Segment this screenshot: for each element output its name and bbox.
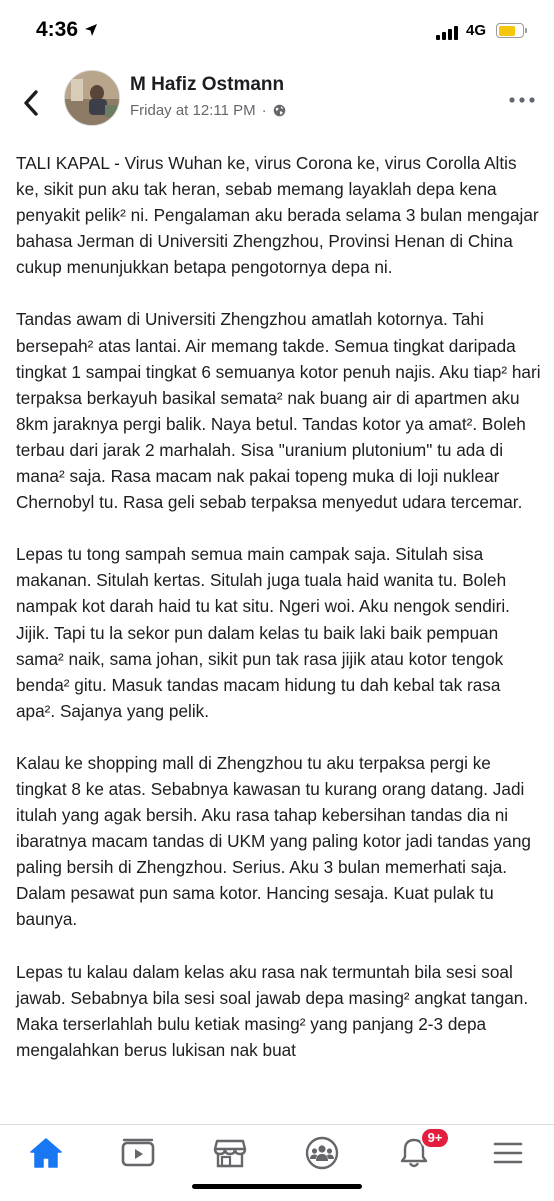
post-paragraph: Kalau ke shopping mall di Zhengzhou tu aku terpaksa pergi ke tingkat 8 ke atas. Sebabnya kawasan tu kurang orang datang. Jadi itulah yang agak bersih. Aku rasa tahap kebersihan tandas dia ni ibaratnya macam tandas di UKM yang paling kotor jadi tandas yang paling bersih di Zhengzhou. Serius. Aku 3 bulan memerhati saja. Dalam pesawat pun sama kotor. Hancing sesaja. Kuat pulak tu baunya. xyxy=(16,752,531,930)
meta-separator: · xyxy=(261,102,267,119)
author-name[interactable]: M Hafiz Ostmann xyxy=(130,74,285,95)
battery-icon xyxy=(496,23,524,38)
post-paragraph: Lepas tu kalau dalam kelas aku rasa nak termuntah bila sesi soal jawab. Sebabnya bila sesi soal jawab depa masing² angkat tangan. Maka terserlahlah bulu ketiak masing² yang panjang 2-3 depa mengalahkan berus lukisan nak buat xyxy=(16,961,529,1060)
tab-notifications[interactable] xyxy=(384,1125,444,1181)
tab-menu[interactable] xyxy=(478,1125,538,1181)
avatar[interactable] xyxy=(64,70,120,126)
post-header xyxy=(0,64,554,140)
tab-groups[interactable] xyxy=(292,1125,352,1181)
more-options-button[interactable] xyxy=(508,90,536,110)
chevron-left-icon xyxy=(22,89,40,117)
post-text xyxy=(16,150,542,1089)
network-type: 4G xyxy=(466,22,487,39)
post-paragraph: Tandas awam di Universiti Zhengzhou amatlah kotornya. Tahi bersepah² atas lantai. Air memang takde. Semua tingkat daripada tingkat 1 sampai tingkat 6 semuanya kotor penuh najis. Aku tiap² hari terpaksa berkayuh basikal semata² nak buang air di apartmen aku 8km jaraknya pergi balik. Naya betul. Tandas kotor ya amat². Boleh terbau dari jarak 2 marhalah. Sisa "uranium plutonium" tu ada di mana² saja. Rasa macam nak pakai topeng muka di loji nuklear Chernobyl tu. Rasa geli sebab terpaksa menyedut udara tercemar. xyxy=(16,309,541,513)
tab-home[interactable] xyxy=(16,1125,76,1181)
groups-icon xyxy=(305,1136,339,1170)
hamburger-menu-icon xyxy=(493,1140,523,1166)
bottom-tab-bar xyxy=(0,1124,554,1201)
status-bar xyxy=(0,0,554,64)
post-paragraph: TALI KAPAL - Virus Wuhan ke, virus Corona ke, virus Corolla Altis ke, sikit pun aku tak heran, sebab memang layaklah depa kena penyakit pelik² ni. Pengalaman aku berada selama 3 bulan mengajar bahasa Jerman di Universiti Zhengzhou, Provinsi Henan di China cukup menunjukkan betapa pengotornya depa ni. xyxy=(16,153,539,278)
globe-icon xyxy=(273,104,286,117)
post-timestamp[interactable]: Friday at 12:11 PM xyxy=(130,102,256,119)
avatar-photo xyxy=(65,71,119,125)
tab-watch[interactable] xyxy=(108,1125,168,1181)
marketplace-store-icon xyxy=(213,1137,247,1169)
post-meta xyxy=(130,102,286,119)
home-indicator xyxy=(192,1184,362,1189)
home-icon xyxy=(29,1137,63,1169)
status-clock xyxy=(36,18,98,42)
notification-badge: 9+ xyxy=(420,1127,450,1149)
tab-marketplace[interactable] xyxy=(200,1125,260,1181)
location-arrow-icon xyxy=(84,23,98,37)
video-play-icon xyxy=(121,1138,155,1168)
back-button[interactable] xyxy=(16,86,46,120)
status-time-text: 4:36 xyxy=(36,18,79,41)
more-dots-icon xyxy=(509,97,535,103)
cellular-signal-icon xyxy=(436,24,458,40)
post-paragraph: Lepas tu tong sampah semua main campak saja. Situlah sisa makanan. Situlah kertas. Situlah juga tuala haid wanita tu. Boleh nampak kot darah haid tu kat situ. Ngeri woi. Aku nengok sendiri. Jijik. Tapi tu la sekor pun dalam kelas tu baik laki baik pempuan sama² naik, sama johan, sikit pun tak rasa jijik atau kotor tengok benda² gitu. Masuk tandas macam hidung tu dah kebal tak rasa apa². Sajanya yang pelik. xyxy=(16,544,510,721)
